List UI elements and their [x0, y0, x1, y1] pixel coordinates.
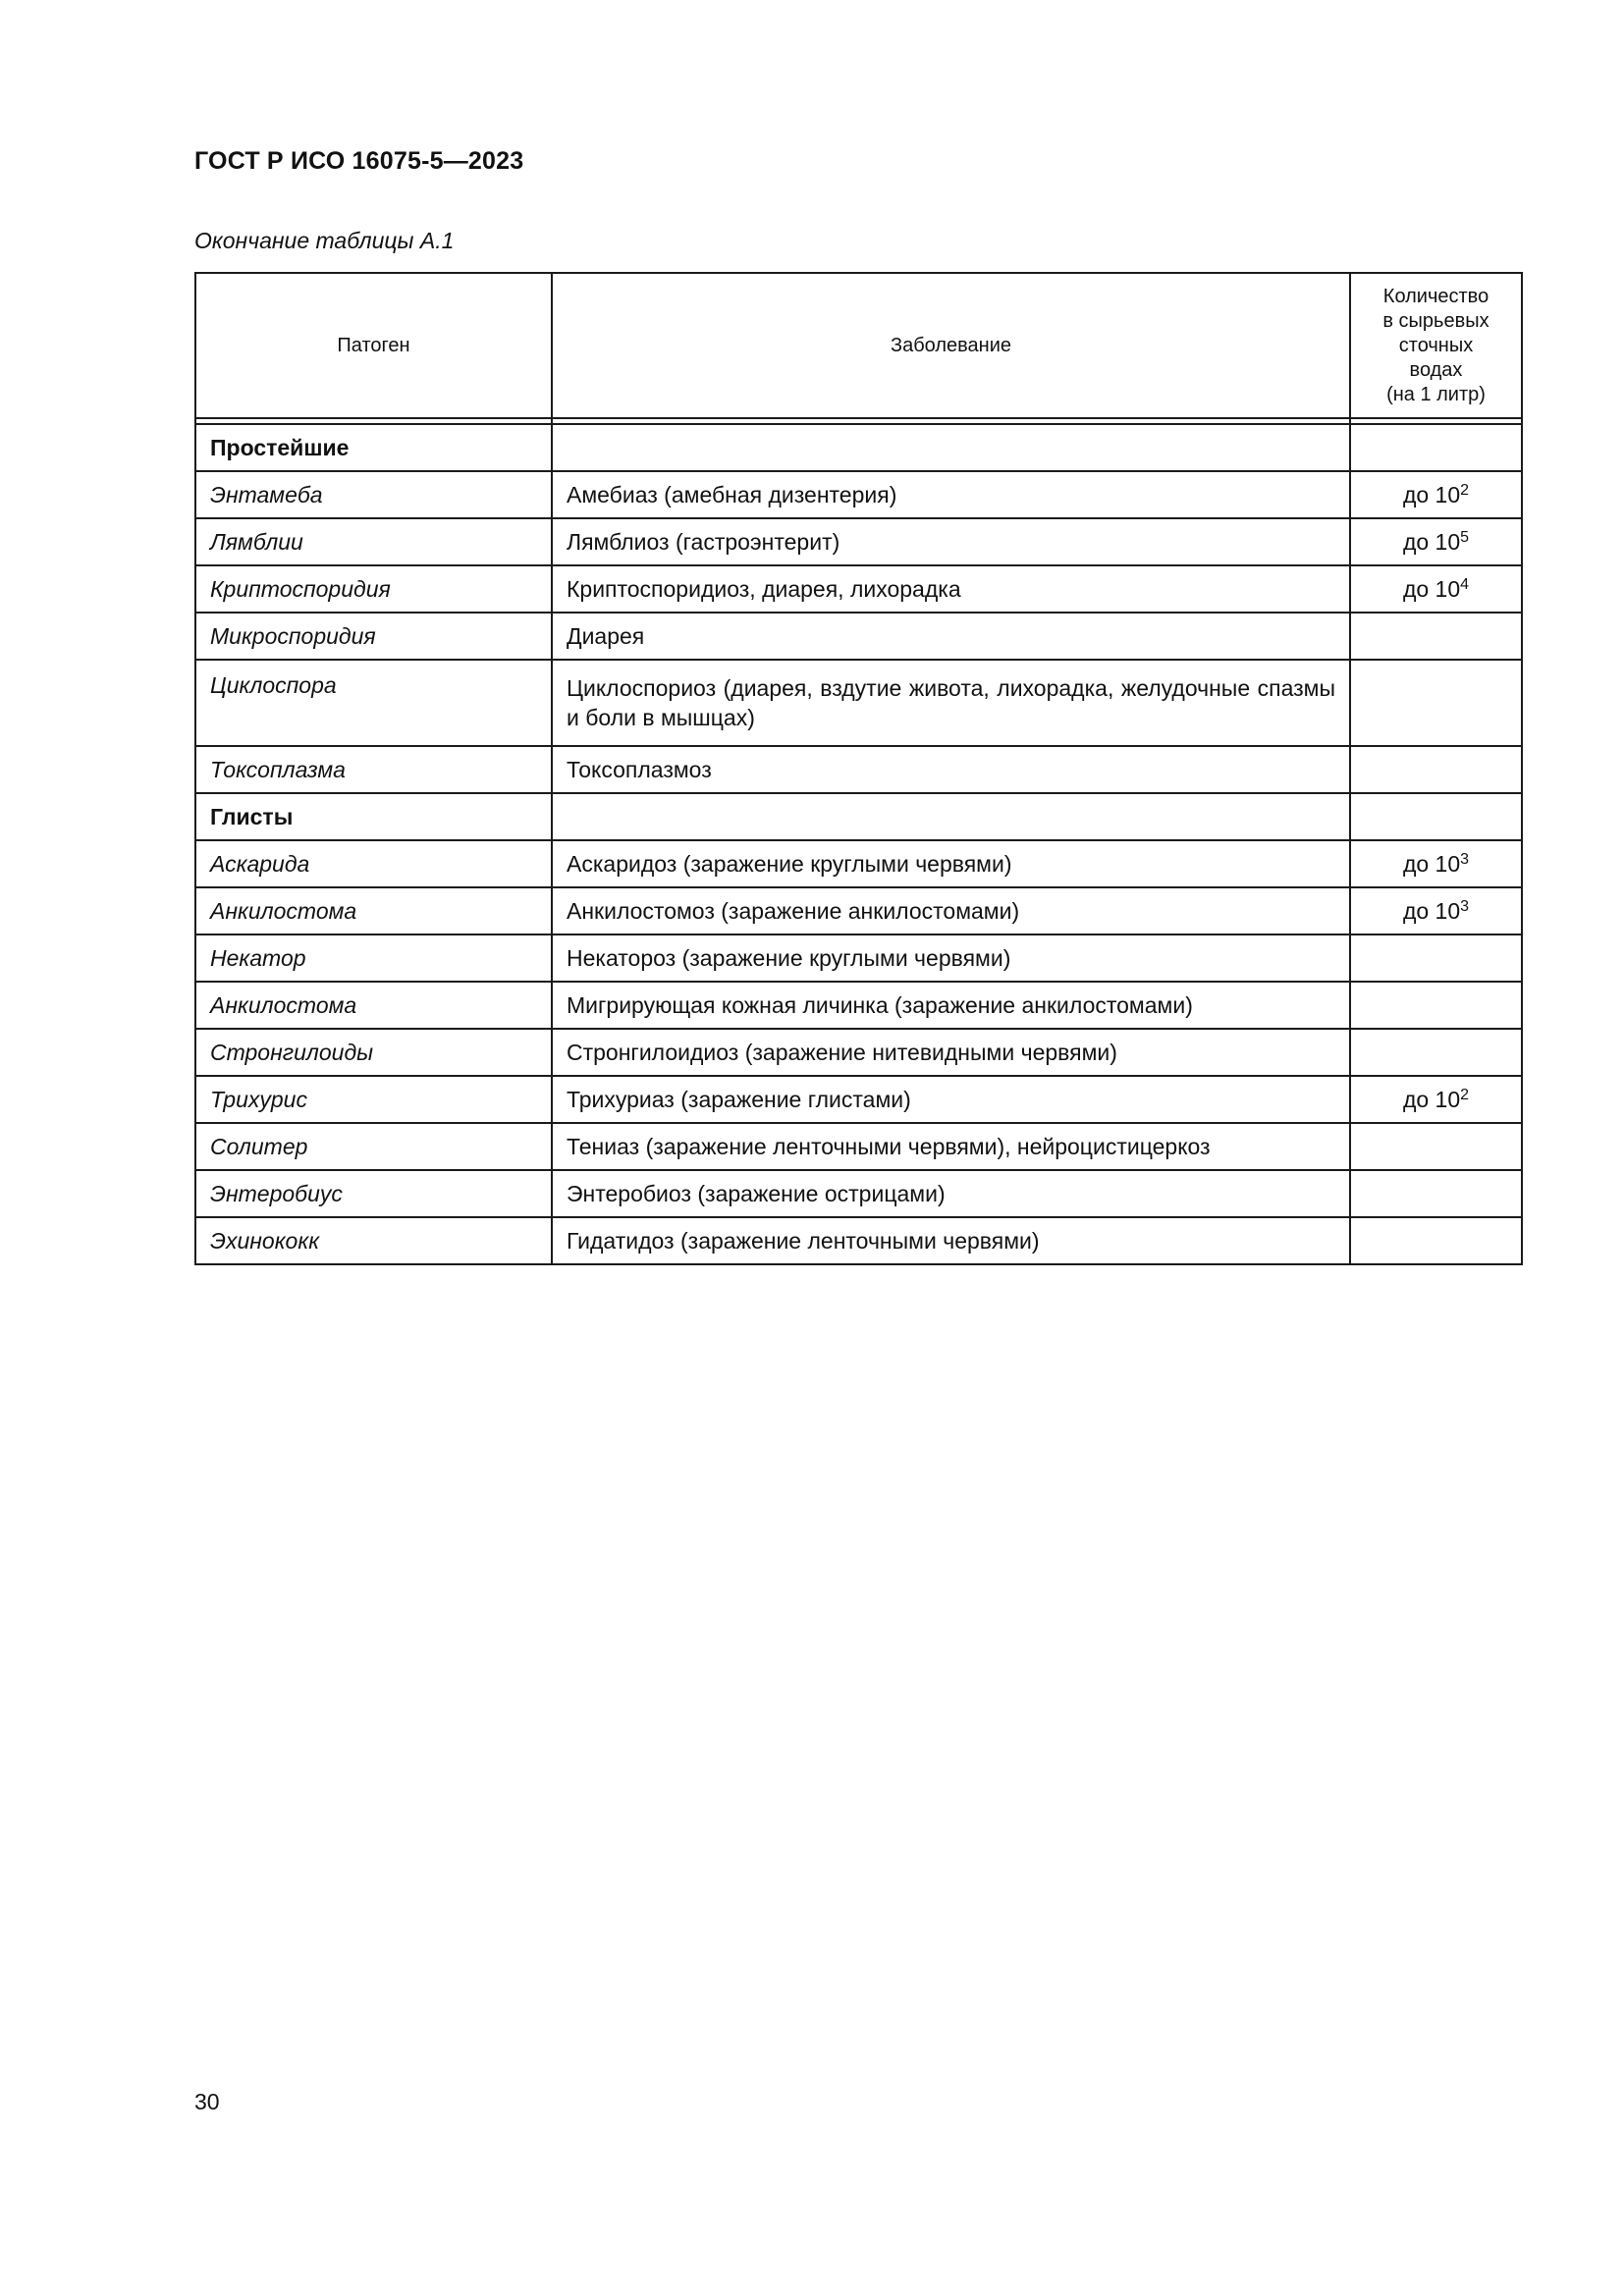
pathogen-cell: Трихурис	[195, 1076, 552, 1123]
quantity-cell	[1350, 660, 1522, 746]
pathogen-cell: Микроспоридия	[195, 613, 552, 660]
quantity-cell	[1350, 934, 1522, 982]
quantity-base: до 10	[1402, 851, 1461, 877]
disease-cell: Криптоспоридиоз, диарея, лихорадка	[552, 565, 1350, 613]
quantity-cell	[1350, 840, 1522, 887]
quantity-cell	[1350, 518, 1522, 565]
pathogen-cell: Энтамеба	[195, 471, 552, 518]
group-label: Простейшие	[195, 424, 552, 471]
table-row	[195, 660, 1522, 746]
table-body	[195, 418, 1522, 1264]
disease-cell: Некатороз (заражение круглыми червями)	[552, 934, 1350, 982]
quantity-exponent: 4	[1460, 576, 1470, 593]
table-row	[195, 746, 1522, 793]
quantity-cell	[1350, 424, 1522, 471]
disease-cell: Трихуриаз (заражение глистами)	[552, 1076, 1350, 1123]
disease-cell: Амебиаз (амебная дизентерия)	[552, 471, 1350, 518]
disease-cell: Гидатидоз (заражение ленточными червями)	[552, 1217, 1350, 1264]
quantity-cell	[1350, 746, 1522, 793]
disease-cell	[552, 424, 1350, 471]
disease-cell: Стронгилоидиоз (заражение нитевидными червями)	[552, 1029, 1350, 1076]
disease-cell: Анкилостомоз (заражение анкилостомами)	[552, 887, 1350, 934]
disease-cell: Лямблиоз (гастроэнтерит)	[552, 518, 1350, 565]
table-header-row	[195, 273, 1522, 418]
table-row	[195, 887, 1522, 934]
quantity-cell	[1350, 1076, 1522, 1123]
table-row	[195, 471, 1522, 518]
quantity-exponent: 2	[1460, 1087, 1470, 1103]
pathogen-cell: Некатор	[195, 934, 552, 982]
disease-cell: Диарея	[552, 613, 1350, 660]
column-header-pathogen: Патоген	[195, 273, 552, 418]
disease-cell	[552, 793, 1350, 840]
table-row	[195, 982, 1522, 1029]
column-header-quantity	[1350, 273, 1522, 418]
page-number: 30	[194, 2089, 220, 2114]
pathogen-cell: Энтеробиус	[195, 1170, 552, 1217]
table-row	[195, 1029, 1522, 1076]
pathogen-table	[194, 272, 1523, 1265]
quantity-exponent: 3	[1460, 851, 1470, 868]
quantity-base: до 10	[1402, 1087, 1461, 1112]
pathogen-cell: Эхинококк	[195, 1217, 552, 1264]
table-row	[195, 1217, 1522, 1264]
table-row	[195, 1170, 1522, 1217]
table-row	[195, 1123, 1522, 1170]
quantity-exponent: 5	[1460, 529, 1470, 546]
quantity-cell	[1350, 887, 1522, 934]
column-header-quantity-line: Количество	[1382, 285, 1489, 307]
quantity-cell	[1350, 565, 1522, 613]
document-header: ГОСТ Р ИСО 16075-5—2023	[194, 147, 524, 175]
pathogen-cell: Стронгилоиды	[195, 1029, 552, 1076]
pathogen-cell: Лямблии	[195, 518, 552, 565]
table-group-row	[195, 793, 1522, 840]
disease-cell: Токсоплазмоз	[552, 746, 1350, 793]
group-label: Глисты	[195, 793, 552, 840]
disease-cell: Аскаридоз (заражение круглыми червями)	[552, 840, 1350, 887]
quantity-cell	[1350, 1123, 1522, 1170]
quantity-exponent: 2	[1460, 482, 1470, 499]
table-row	[195, 840, 1522, 887]
disease-cell: Тениаз (заражение ленточными червями), нейроцистицеркоз	[552, 1123, 1350, 1170]
table-group-row	[195, 424, 1522, 471]
quantity-cell	[1350, 471, 1522, 518]
column-header-disease: Заболевание	[552, 273, 1350, 418]
quantity-cell	[1350, 1217, 1522, 1264]
table-row	[195, 565, 1522, 613]
disease-cell: Энтеробиоз (заражение острицами)	[552, 1170, 1350, 1217]
table-row	[195, 934, 1522, 982]
table-row	[195, 1076, 1522, 1123]
pathogen-cell: Анкилостома	[195, 982, 552, 1029]
column-header-quantity-line: (на 1 литр)	[1386, 383, 1486, 405]
quantity-base: до 10	[1402, 576, 1461, 602]
table-row	[195, 613, 1522, 660]
quantity-exponent: 3	[1460, 898, 1470, 915]
quantity-base: до 10	[1402, 898, 1461, 924]
pathogen-cell: Токсоплазма	[195, 746, 552, 793]
quantity-cell	[1350, 1029, 1522, 1076]
quantity-base: до 10	[1402, 529, 1461, 555]
quantity-cell	[1350, 982, 1522, 1029]
column-header-quantity-line: в сырьевых	[1382, 309, 1489, 332]
quantity-cell	[1350, 793, 1522, 840]
pathogen-cell: Циклоспора	[195, 660, 552, 746]
column-header-quantity-line: водах	[1409, 358, 1463, 381]
pathogen-cell: Солитер	[195, 1123, 552, 1170]
disease-cell: Циклоспориоз (диарея, вздутие живота, лихорадка, желудочные спазмы и боли в мышцах)	[552, 660, 1350, 746]
quantity-cell	[1350, 613, 1522, 660]
pathogen-cell: Криптоспоридия	[195, 565, 552, 613]
disease-cell: Мигрирующая кожная личинка (заражение анкилостомами)	[552, 982, 1350, 1029]
table-caption: Окончание таблицы А.1	[194, 228, 455, 253]
pathogen-cell: Аскарида	[195, 840, 552, 887]
column-header-quantity-line: сточных	[1398, 334, 1474, 356]
quantity-cell	[1350, 1170, 1522, 1217]
table-row	[195, 518, 1522, 565]
pathogen-cell: Анкилостома	[195, 887, 552, 934]
quantity-base: до 10	[1402, 482, 1461, 507]
